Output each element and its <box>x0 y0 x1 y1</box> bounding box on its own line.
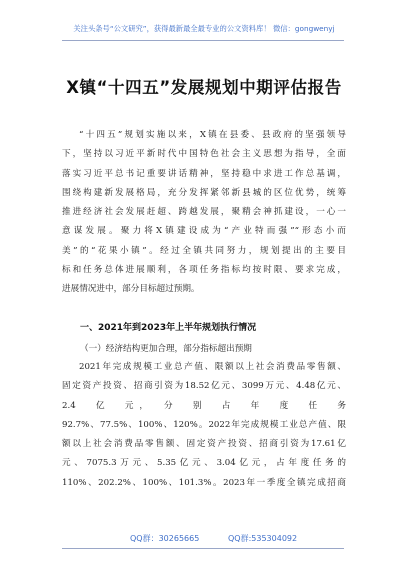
document-title: X镇“十四五”发展规划中期评估报告 <box>66 78 342 97</box>
header-promo-note: 关注头条号“公文研究”，获得最新最全最专业的公文资料库！ 微信：gongwenyj <box>73 24 335 33</box>
intro-line: 围绕构建新发展格局，充分发挥紧邻新县城的区位优势，统筹 <box>62 187 346 198</box>
section-line: 110%、202.2%、100%、101.3%。2023年一季度全镇完成招商 <box>62 477 346 488</box>
section-line: 2.4 亿 元， 分 别 占 年 度 任 务 <box>62 400 346 411</box>
section-line: 元、7075.3万元、5.35亿元、3.04亿元，占年度任务的 <box>62 458 346 469</box>
intro-line: “十四五”规划实施以来，X镇在县委、县政府的坚强领导 <box>79 130 346 140</box>
intro-line: 美”的“花果小镇”。经过全镇共同努力，规划提出的主要目 <box>62 245 346 256</box>
intro-line: 意谋发展。聚力将X镇建设成为“产业特而强”“形态小而 <box>62 226 346 237</box>
section-line: 额以上社会消费品零售额、固定资产投资、招商引资为17.61亿 <box>62 439 346 450</box>
section-line: 92.7%、77.5%、100%、120%。2022年完成规模工业总产值、限 <box>62 419 346 430</box>
intro-line: 落实习近平总书记重要讲话精神，坚持稳中求进工作总基调， <box>62 168 346 179</box>
intro-line: 推进经济社会发展赶超、跨越发展，聚精会神抓建设，一心一 <box>62 207 346 218</box>
section-line: 固定资产投资、招商引资为18.52亿元、3099万元、4.48亿元、 <box>62 381 346 392</box>
section-line: 2021年完成规模工业总产值、限额以上社会消费品零售额、 <box>79 362 346 372</box>
footer-divider <box>62 548 344 549</box>
intro-line: 标和任务总体进展顺利，各项任务指标均按时限、要求完成， <box>62 265 346 276</box>
subsection-heading: （一）经济结构更加合理，部分指标超出预期 <box>80 344 252 354</box>
section-heading: 一、2021年到2023年上半年规划执行情况 <box>80 323 257 333</box>
header-divider <box>62 40 344 41</box>
footer-qq-group-2: QQ群:535304092 <box>228 534 298 543</box>
intro-line: 下，坚持以习近平新时代中国特色社会主义思想为指导，全面 <box>62 149 346 160</box>
intro-paragraph <box>62 126 346 300</box>
footer-qq-group-1: QQ群：30265665 <box>130 534 200 543</box>
section-paragraph <box>62 358 346 493</box>
intro-line: 进展情况进中，部分目标超过预期。 <box>62 284 200 295</box>
